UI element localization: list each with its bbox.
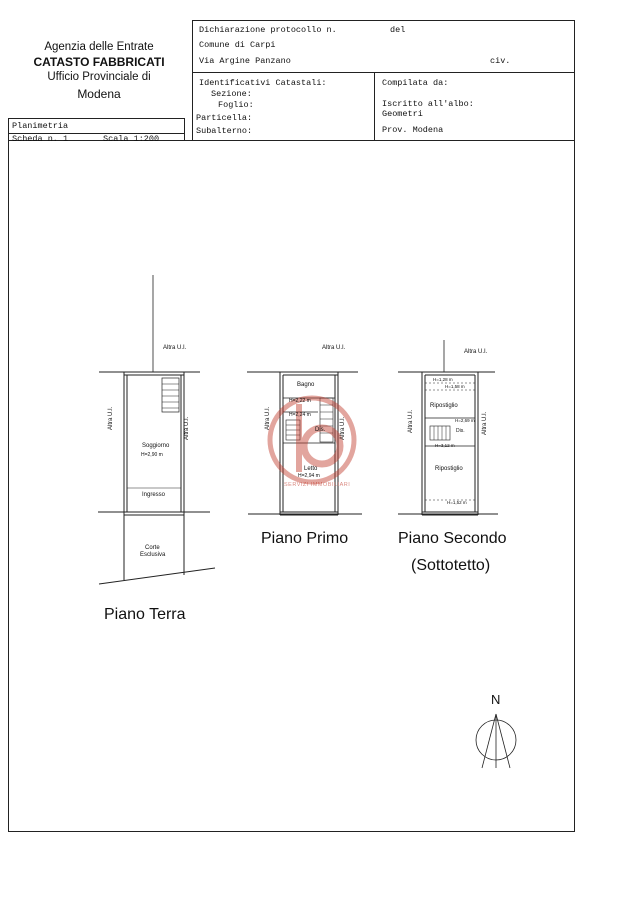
secondo-h3: H=2,69 m [455,418,475,423]
primo-room-h1: H=2,22 m [289,398,311,404]
secondo-altra-top: Altra U.I. [464,349,488,355]
primo-room-letto: Letto [304,466,318,472]
primo-room-dis: Dis. [315,427,326,433]
secondo-altra-left: Altra U.I. [408,409,414,433]
primo-altra-left: Altra U.I. [265,406,271,430]
primo-altra-right: Altra U.I. [340,416,346,440]
compass-north-label: N [491,692,501,707]
secondo-room-rip1: Ripostiglio [430,403,458,409]
address-text: Via Argine Panzano [199,56,291,66]
terra-altra-top: Altra U.I. [163,345,187,351]
terra-altra-left: Altra U.I. [108,406,114,430]
secondo-h2: H=1,58 m [445,384,465,389]
primo-room-h4: H=2,94 m [298,473,320,479]
agency-city: Modena [77,87,121,101]
secondo-h4: H=3,12 m [435,443,455,448]
terra-room-soggiorno: Soggiorno [142,443,170,449]
iscritto-label: Iscritto all'albo: [382,99,474,109]
primo-room-h2: H=2,24 m [289,412,311,418]
title-piano-terra: Piano Terra [104,606,186,623]
comune-text: Comune di Carpi [199,40,276,50]
subalterno-label: Subalterno: [196,126,253,136]
sezione-label: Sezione: [211,89,252,99]
secondo-h1: H=1,28 m [433,377,453,382]
title-sottotetto: (Sottotetto) [411,557,491,574]
scheda-text: Scheda n. 1 [12,134,69,144]
scala-text: Scala 1:200 [103,134,160,144]
prov-label: Prov. Modena [382,125,444,135]
planimetria-title: Planimetria [12,121,69,131]
secondo-room-dis: Dis. [456,428,465,434]
primo-room-bagno: Bagno [297,382,315,388]
declaration-label: Dichiarazione protocollo n. [199,25,337,35]
secondo-altra-right: Altra U.I. [482,411,488,435]
primo-altra-top: Altra U.I. [322,345,346,351]
watermark-text: SERVIZI IMMOBILIARI [284,482,351,488]
secondo-h5: H=1,52 m [447,500,467,505]
foglio-label: Foglio: [218,100,254,110]
title-piano-primo: Piano Primo [261,530,349,547]
iscritto-value: Geometri [382,109,423,119]
agency-department: CATASTO FABBRICATI [33,55,165,69]
agency-office: Ufficio Provinciale di [47,71,151,83]
declaration-del: del [390,25,406,35]
terra-room-height: H=2,90 m [141,452,163,458]
compilata-label: Compilata da: [382,78,449,88]
civ-label: civ. [490,56,511,66]
particella-label: Particella: [196,113,253,123]
secondo-room-rip2: Ripostiglio [435,466,463,472]
agency-name: Agenzia delle Entrate [44,41,154,53]
terra-corte-line2: Esclusiva [140,552,166,558]
title-piano-secondo: Piano Secondo [398,530,507,547]
terra-corte-line1: Corte [145,545,160,551]
identificativi-label: Identificativi Catastali: [199,78,327,88]
terra-room-ingresso: Ingresso [142,492,166,498]
terra-altra-right: Altra U.I. [184,416,190,440]
